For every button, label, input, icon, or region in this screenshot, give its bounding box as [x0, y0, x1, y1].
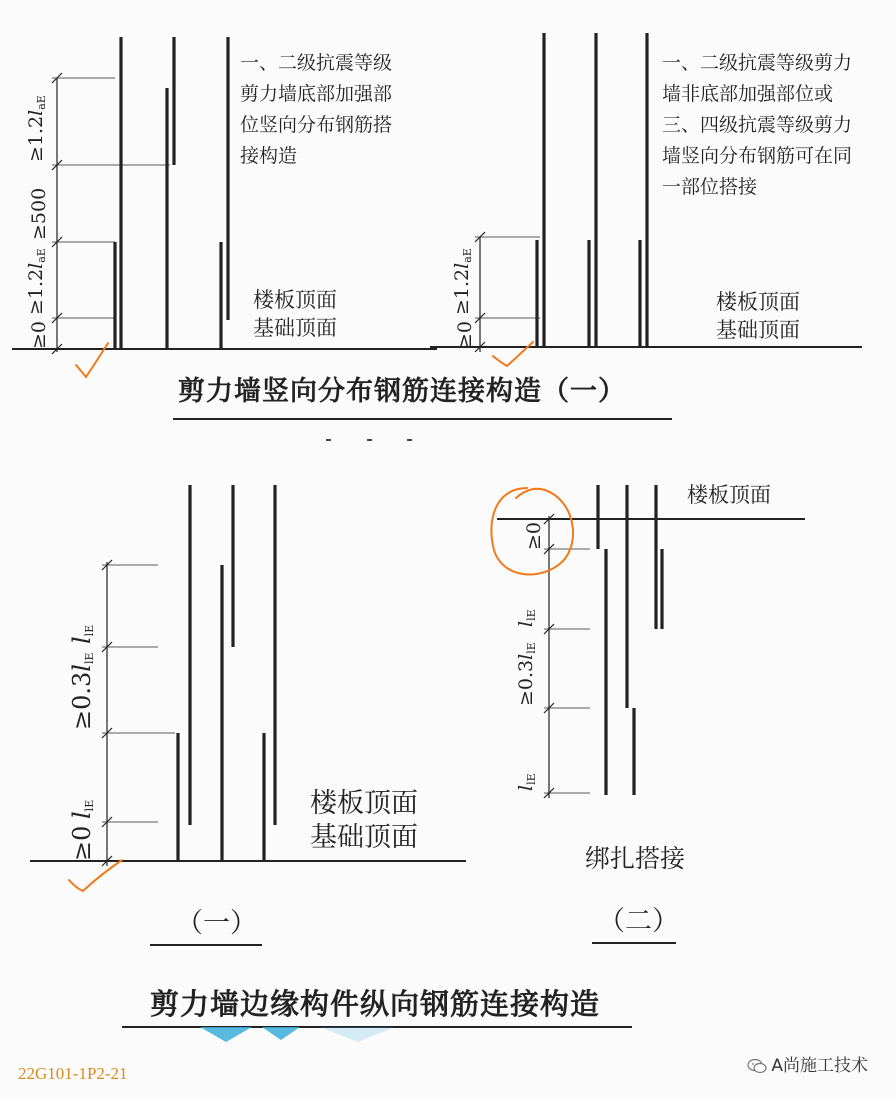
dimension-label: $\ge 1.2l_{aE}$ — [25, 95, 48, 162]
dimension-label: $l_{lE}$ — [515, 609, 538, 627]
caption-2: （二） — [598, 906, 679, 937]
floor-label: 楼板顶面 — [716, 290, 800, 314]
dimension-label: $l_{lE}$ — [68, 624, 96, 644]
base-label: 基础顶面 — [716, 318, 800, 342]
brand-text: A尚施工技术 — [771, 1056, 868, 1076]
wechat-icon — [747, 1058, 767, 1074]
right-note: 一、二级抗震等级剪力墙非底部加强部位或三、四级抗震等级剪力墙竖向分布钢筋可在同一部位搭接 — [662, 52, 853, 198]
floor-label: 楼板顶面 — [687, 483, 771, 507]
dimension-label: ≥0 — [454, 320, 476, 349]
left-note: 一、二级抗震等级剪力墙底部加强部位竖向分布钢筋搭接构造 — [240, 52, 393, 167]
floor-label: 楼板顶面 — [310, 788, 418, 819]
dimension-label: $\ge 1.2l_{aE}$ — [25, 248, 48, 315]
dimension-label: $\ge 0.3l_{lE}$ — [68, 652, 96, 730]
brand-watermark — [747, 1051, 868, 1076]
dimension-label: $l_{lE}$ — [515, 773, 538, 791]
tie-label: 绑扎搭接 — [585, 844, 686, 873]
dimension-label: $\ge 1.2l_{aE}$ — [451, 248, 474, 315]
floor-label: 楼板顶面 — [253, 288, 337, 312]
bottom-title: 剪力墙边缘构件纵向钢筋连接构造 — [150, 987, 601, 1021]
check-mark — [493, 342, 533, 366]
dimension-label: ≥500 — [28, 187, 50, 240]
rebar-set — [115, 37, 228, 349]
dimension-label: ≥0 — [68, 825, 96, 861]
base-label: 基础顶面 — [253, 316, 337, 340]
top-title: 剪力墙竖向分布钢筋连接构造（一） — [178, 376, 626, 407]
check-mark — [69, 860, 122, 891]
rebar-set — [598, 485, 662, 795]
drawing-code: 22G101-1P2-21 — [18, 1064, 128, 1083]
dimension-label: $\ge 0.3l_{lE}$ — [515, 642, 538, 706]
dimension-label: ≥0 — [28, 320, 50, 349]
dimension-label: $l_{lE}$ — [68, 799, 96, 819]
caption-1: （一） — [176, 908, 257, 939]
base-label: 基础顶面 — [310, 822, 418, 853]
rebar-set — [178, 485, 275, 861]
watermark-logo — [200, 1027, 395, 1042]
dimension-label: ≥0 — [523, 521, 545, 550]
rebar-set — [537, 33, 647, 347]
